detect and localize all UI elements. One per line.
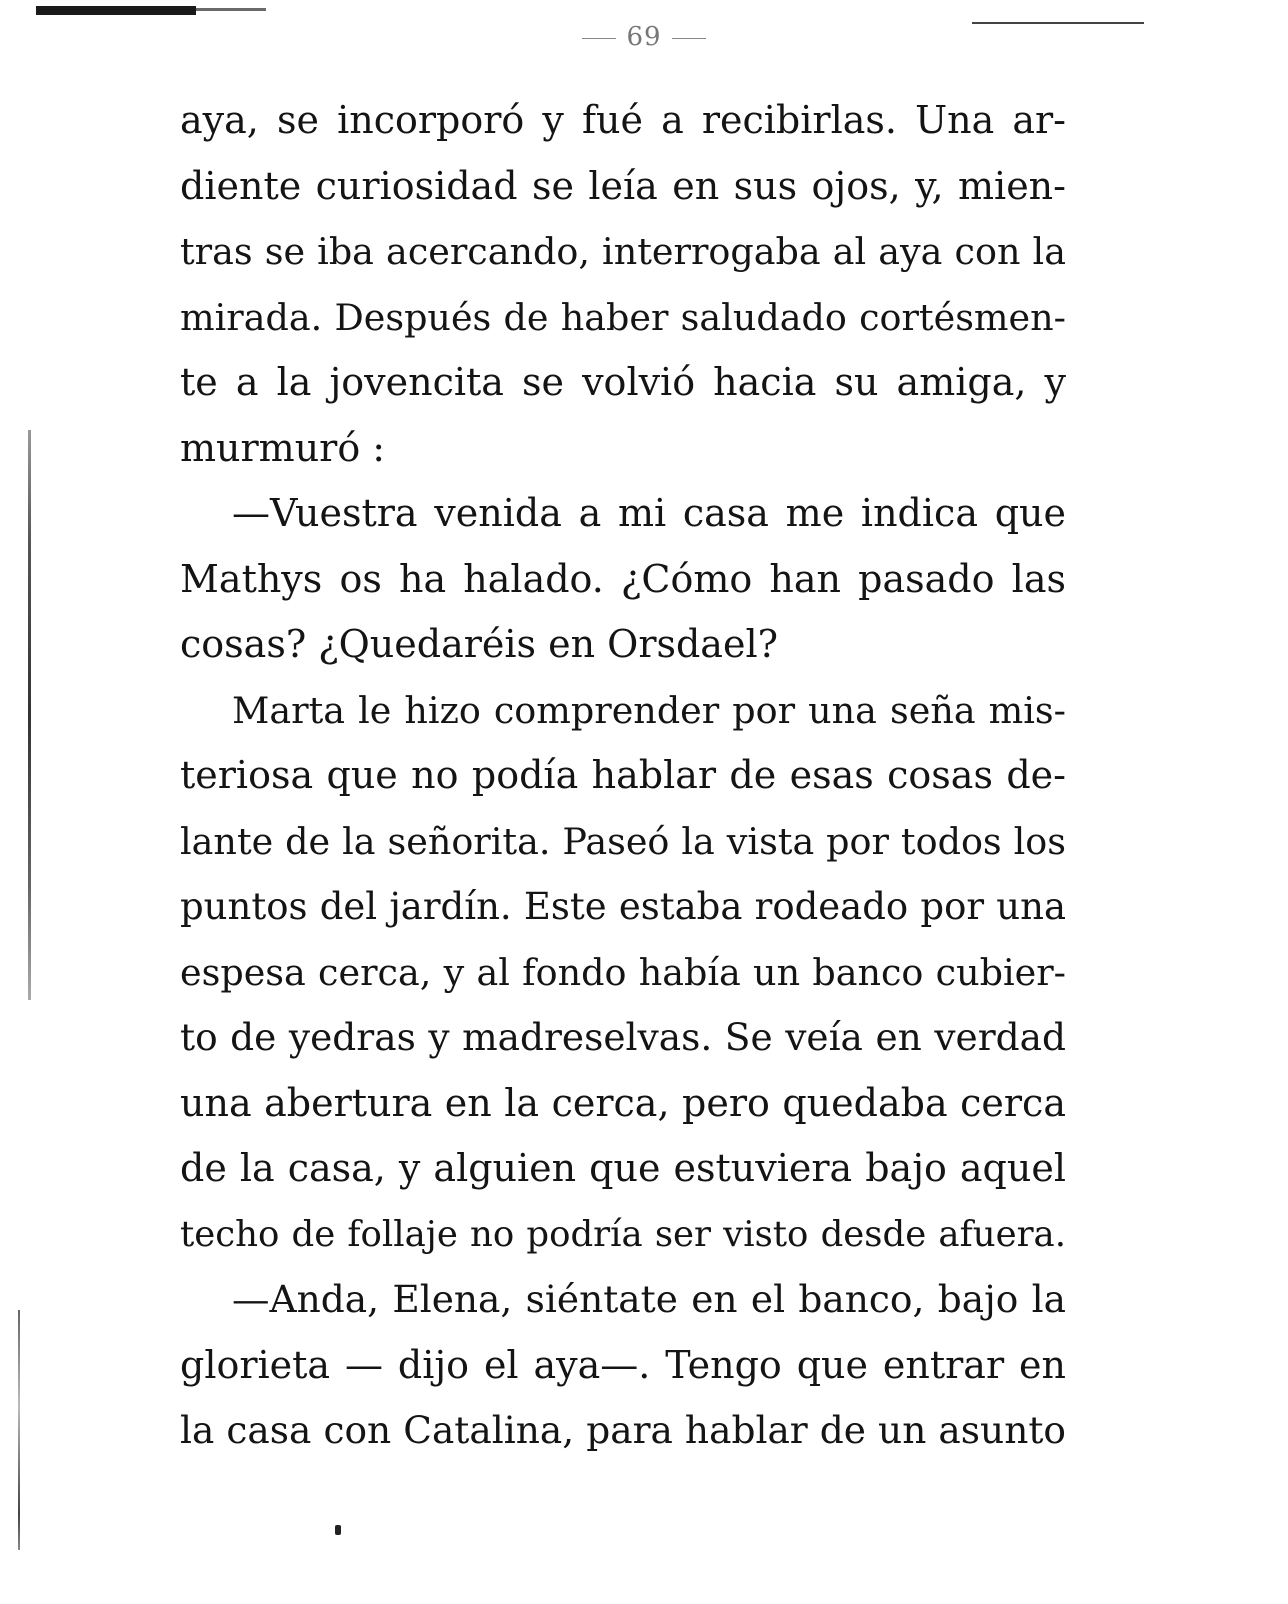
scan-edge-shadow-left xyxy=(28,430,31,1000)
text-line: techo de follaje no podría ser visto desde afuera. xyxy=(180,1213,1066,1255)
text-line: puntos del jardín. Este estaba rodeado por una xyxy=(180,885,1066,928)
ink-speck xyxy=(335,1525,341,1535)
text-line: espesa cerca, y al fondo había un banco cubier- xyxy=(180,950,1066,994)
text-line: glorieta — dijo el aya—. Tengo que entrar en xyxy=(180,1342,1066,1387)
text-line: mirada. Después de haber saludado cortésmen- xyxy=(180,295,1066,339)
body-text xyxy=(180,88,1066,1464)
text-line: la casa con Catalina, para hablar de un asunto xyxy=(180,1408,1066,1452)
page-header xyxy=(0,22,1288,52)
text-line: lante de la señorita. Paseó la vista por todos los xyxy=(180,819,1066,863)
scan-edge-shadow-left-lower xyxy=(18,1310,20,1550)
text-line: —Vuestra venida a mi casa me indica que xyxy=(232,491,1066,535)
text-line: una abertura en la cerca, pero quedaba cerca xyxy=(180,1080,1066,1125)
page-number: 69 xyxy=(626,22,662,52)
text-line: te a la jovencita se volvió hacia su amiga, y xyxy=(180,360,1066,404)
text-line: tras se iba acercando, interrogaba al aya con la xyxy=(180,230,1066,273)
scan-edge-mark-top-left xyxy=(36,6,196,15)
text-line: diente curiosidad se leía en sus ojos, y, mien- xyxy=(180,163,1066,208)
text-line: murmuró : xyxy=(180,425,386,470)
header-dash-left xyxy=(582,38,616,39)
text-line: de la casa, y alguien que estuviera bajo aquel xyxy=(180,1146,1066,1190)
text-line: Marta le hizo comprender por una seña mis- xyxy=(232,688,1066,732)
text-line: aya, se incorporó y fué a recibirlas. Una ar- xyxy=(180,98,1066,142)
header-dash-right xyxy=(672,38,706,39)
text-line: Mathys os ha halado. ¿Cómo han pasado las xyxy=(180,556,1066,601)
text-line: teriosa que no podía hablar de esas cosas de- xyxy=(180,753,1066,797)
text-line: —Anda, Elena, siéntate en el banco, bajo la xyxy=(232,1277,1066,1321)
text-line: cosas? ¿Quedaréis en Orsdael? xyxy=(180,622,778,666)
text-line: to de yedras y madreselvas. Se veía en verdad xyxy=(180,1015,1066,1059)
